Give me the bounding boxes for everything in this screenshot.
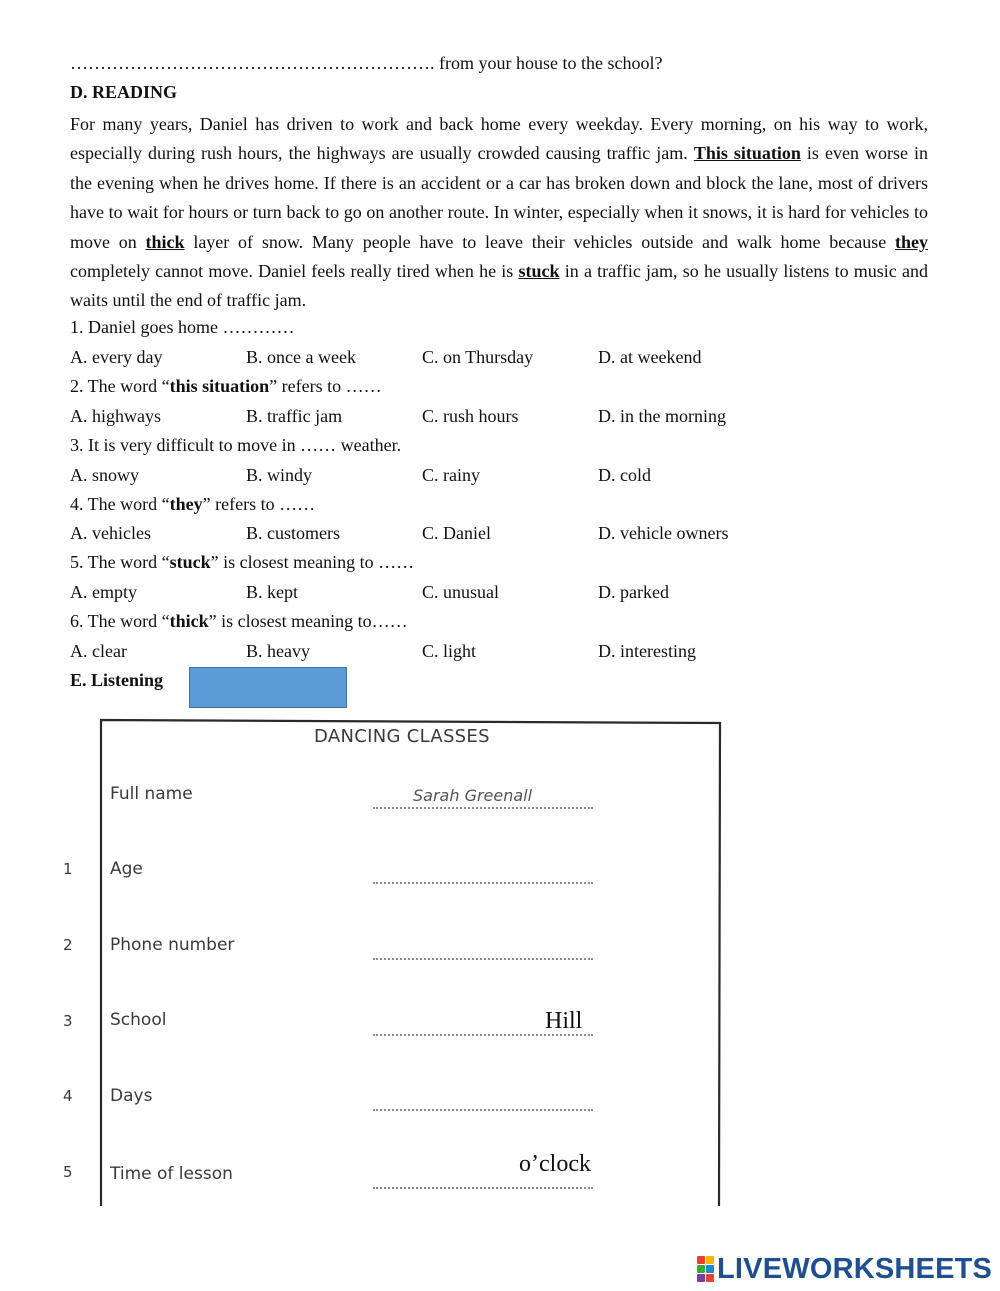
q6-option-b[interactable]: B. heavy: [246, 641, 310, 661]
q1-option-a[interactable]: A. every day: [70, 347, 163, 367]
question-4: 4. The word “they” refers to ……: [70, 494, 316, 514]
row-number-1: 1: [63, 860, 73, 878]
reading-heading: D. READING: [70, 82, 178, 102]
q3-option-c[interactable]: C. rainy: [422, 465, 480, 485]
keyword-stuck: stuck: [518, 261, 560, 282]
q5-option-a[interactable]: A. empty: [70, 582, 137, 602]
q3-option-d[interactable]: D. cold: [598, 465, 651, 485]
liveworksheets-logo: [697, 1253, 992, 1285]
passage-text: completely cannot move. Daniel feels really tired when he is: [70, 261, 519, 282]
question-6: 6. The word “thick” is closest meaning to……: [70, 611, 408, 631]
q5-option-d[interactable]: D. parked: [598, 582, 669, 602]
q6-option-a[interactable]: A. clear: [70, 641, 127, 661]
school-label: School: [110, 1010, 167, 1030]
question-5: 5. The word “stuck” is closest meaning to ……: [70, 552, 415, 572]
phone-number-label: Phone number: [110, 935, 235, 955]
q2-option-d[interactable]: D. in the morning: [598, 406, 726, 426]
audio-player-field[interactable]: [189, 667, 347, 708]
logo-icon: [697, 1256, 714, 1282]
question-3: 3. It is very difficult to move in …… weather.: [70, 435, 402, 455]
q3-option-a[interactable]: A. snowy: [70, 465, 140, 485]
row-number-5: 5: [63, 1163, 73, 1181]
keyword-this-situation: This situation: [693, 143, 801, 164]
school-suffix: Hill: [545, 1008, 583, 1034]
q4-option-a[interactable]: A. vehicles: [70, 523, 151, 543]
keyword-they: they: [894, 231, 928, 252]
phone-number-answer-field[interactable]: [373, 958, 593, 960]
row-number-3: 3: [63, 1012, 73, 1030]
example-value: Sarah Greenall: [413, 786, 533, 805]
days-label: Days: [110, 1086, 153, 1106]
passage-text: layer of snow. Many people have to leave their vehicles outside and walk home because: [184, 231, 895, 252]
listening-heading: E. Listening: [70, 670, 164, 690]
q5-option-c[interactable]: C. unusual: [422, 582, 500, 602]
reading-passage: [70, 110, 928, 316]
age-answer-field[interactable]: [373, 882, 593, 884]
days-answer-field[interactable]: [373, 1109, 593, 1111]
time-of-lesson-answer-field[interactable]: [373, 1187, 593, 1189]
q2-option-a[interactable]: A. highways: [70, 406, 161, 426]
q2-option-c[interactable]: C. rush hours: [422, 406, 519, 426]
q4-option-b[interactable]: B. customers: [246, 523, 340, 543]
question-2: 2. The word “this situation” refers to ……: [70, 376, 382, 396]
age-label: Age: [110, 859, 143, 879]
time-suffix: o’clock: [519, 1151, 591, 1177]
row-number-4: 4: [63, 1087, 73, 1105]
passage-text: is even worse in the evening when he drives home. If there is an accident or a car has broken down and block the lane, most of drivers have to wait for hours or turn back to go on another route. In winter, especially when it snows, it is hard for vehicles to move on: [70, 143, 928, 252]
q6-option-d[interactable]: D. interesting: [598, 641, 696, 661]
passage-text: For many years, Daniel has driven to work and back home every weekday. Every morning, on his way to work, especially during rush hours, the highways are usually crowded causing traffic jam.: [70, 114, 928, 164]
previous-question-line: ……………………………………………………. from your house to the school?: [70, 53, 663, 73]
example-label: Full name: [110, 784, 193, 804]
q1-option-c[interactable]: C. on Thursday: [422, 347, 534, 367]
example-dotted-line: [373, 807, 593, 809]
row-number-2: 2: [63, 936, 73, 954]
time-of-lesson-label: Time of lesson: [110, 1164, 233, 1184]
logo-text: LIVEWORKSHEETS: [717, 1252, 993, 1285]
keyword-thick: thick: [145, 231, 185, 252]
q1-option-d[interactable]: D. at weekend: [598, 347, 702, 367]
q2-option-b[interactable]: B. traffic jam: [246, 406, 343, 426]
q5-option-b[interactable]: B. kept: [246, 582, 298, 602]
passage-text: in a traffic jam, so he usually listens to music and waits until the end of traffic jam.: [70, 261, 929, 311]
q3-option-b[interactable]: B. windy: [246, 465, 313, 485]
question-1: 1. Daniel goes home …………: [70, 317, 295, 337]
q6-option-c[interactable]: C. light: [422, 641, 477, 661]
form-title: DANCING CLASSES: [314, 726, 490, 747]
q1-option-b[interactable]: B. once a week: [246, 347, 356, 367]
q4-option-c[interactable]: C. Daniel: [422, 523, 491, 543]
q4-option-d[interactable]: D. vehicle owners: [598, 523, 729, 543]
